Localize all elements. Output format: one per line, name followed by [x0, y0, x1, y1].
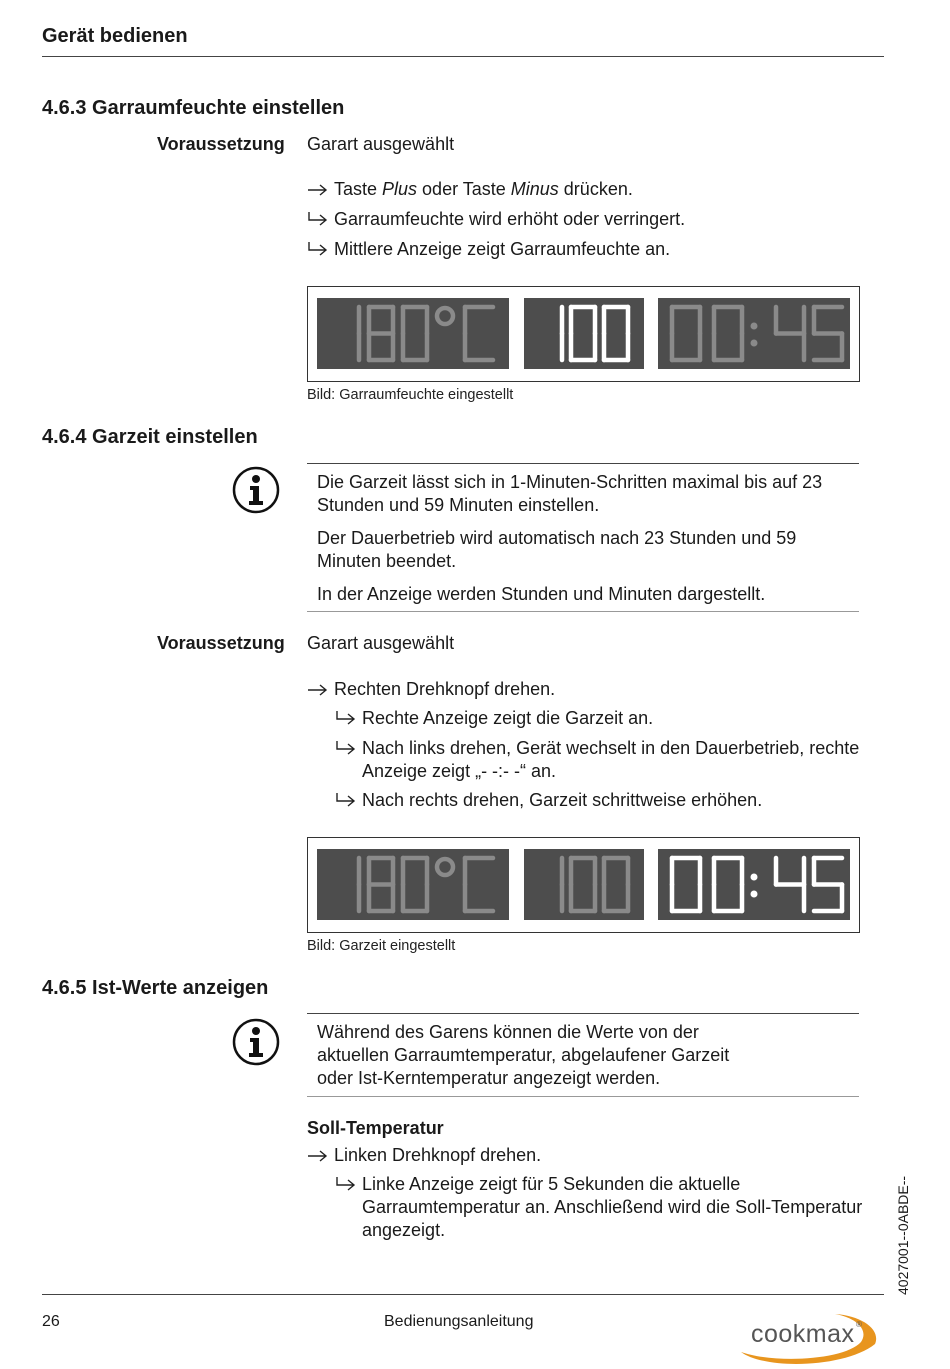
humidity-segment-display — [524, 849, 644, 920]
header-rule — [42, 56, 884, 57]
brand-registered-mark: ® — [856, 1320, 862, 1329]
action-arrow-icon — [306, 1144, 330, 1167]
footer-rule — [42, 1294, 884, 1295]
colon-dot — [751, 891, 758, 898]
note-paragraph: Während des Garens können die Werte von der aktuellen Garraumtemperatur, abgelaufener Garzeit oder Ist-Kerntemperatur angezeigt werden. — [317, 1022, 730, 1088]
brand-logo — [735, 1308, 885, 1366]
display-illustration-cooking-time — [307, 837, 860, 933]
temperature-segment-display — [317, 298, 509, 369]
result-text: Rechte Anzeige zeigt die Garzeit an. — [362, 708, 654, 728]
degree-symbol — [437, 308, 453, 324]
result-arrow-icon — [334, 737, 358, 760]
page-header-title: Gerät bedienen — [42, 25, 188, 47]
middle-display-panel — [524, 298, 644, 369]
section-heading-4-6-4: 4.6.4 Garzeit einstellen — [42, 426, 258, 448]
result-text: Nach rechts drehen, Garzeit schrittweise erhöhen. — [362, 790, 763, 810]
colon-dot — [751, 874, 758, 881]
degree-symbol — [437, 859, 453, 875]
info-icon — [232, 466, 280, 514]
right-display-panel — [658, 849, 850, 920]
result-arrow-icon — [306, 238, 330, 261]
left-display-panel — [317, 298, 509, 369]
subheading-soll-temperatur: Soll-Temperatur — [307, 1118, 444, 1138]
page-number: 26 — [42, 1313, 60, 1330]
prerequisite-label: Voraussetzung — [157, 134, 285, 154]
result-arrow-icon — [334, 1173, 358, 1196]
result-arrow-icon — [306, 208, 330, 231]
result-text: Garraumfeuchte wird erhöht oder verringert. — [334, 209, 686, 229]
prerequisite-value: Garart ausgewählt — [307, 134, 455, 154]
action-arrow-icon — [306, 678, 330, 701]
left-display-panel — [317, 849, 509, 920]
info-icon — [232, 1018, 280, 1066]
prerequisite-label: Voraussetzung — [157, 633, 285, 653]
prerequisite-value: Garart ausgewählt — [307, 633, 455, 653]
time-segment-display — [658, 298, 850, 369]
action-text-middle: oder Taste — [417, 179, 511, 199]
time-segment-display — [658, 849, 850, 920]
document-code: 4027001--0ABDE-- — [895, 1175, 911, 1295]
colon-dot — [751, 323, 758, 330]
result-text: Nach links drehen, Gerät wechselt in den Dauerbetrieb, rechte Anzeige zeigt „- -:- -“ an. — [362, 738, 860, 781]
note-paragraph: Die Garzeit lässt sich in 1-Minuten-Schritten maximal bis auf 23 Stunden und 59 Minuten einstellen. — [317, 472, 823, 515]
section-heading-4-6-3: 4.6.3 Garraumfeuchte einstellen — [42, 97, 345, 119]
temperature-segment-display — [317, 849, 509, 920]
minus-key-label: Minus — [510, 179, 559, 199]
result-text: Mittlere Anzeige zeigt Garraumfeuchte an. — [334, 239, 671, 259]
right-display-panel — [658, 298, 850, 369]
action-text-after: drücken. — [558, 179, 633, 199]
action-text: Rechten Drehknopf drehen. — [334, 679, 556, 699]
note-paragraph: In der Anzeige werden Stunden und Minuten dargestellt. — [317, 584, 766, 604]
plus-key-label: Plus — [382, 179, 418, 199]
display-illustration-humidity — [307, 286, 860, 382]
humidity-segment-display — [524, 298, 644, 369]
note-box — [307, 1013, 859, 1097]
result-text: Linke Anzeige zeigt für 5 Sekunden die aktuelle Garraumtemperatur an. Anschließend wird die Soll-Temperatur angezeigt. — [362, 1174, 863, 1240]
section-heading-4-6-5: 4.6.5 Ist-Werte anzeigen — [42, 977, 269, 999]
colon-dot — [751, 340, 758, 347]
note-paragraph: Der Dauerbetrieb wird automatisch nach 23 Stunden und 59 Minuten beendet. — [317, 528, 797, 571]
action-text: Linken Drehknopf drehen. — [334, 1145, 542, 1165]
result-arrow-icon — [334, 707, 358, 730]
brand-name: cookmax — [751, 1320, 855, 1348]
figure-caption: Bild: Garraumfeuchte eingestellt — [307, 387, 514, 403]
middle-display-panel — [524, 849, 644, 920]
note-box — [307, 463, 859, 612]
figure-caption: Bild: Garzeit eingestellt — [307, 938, 456, 954]
result-arrow-icon — [334, 789, 358, 812]
action-arrow-icon — [306, 178, 330, 201]
document-title: Bedienungsanleitung — [384, 1313, 534, 1330]
action-text-before: Taste — [334, 179, 383, 199]
